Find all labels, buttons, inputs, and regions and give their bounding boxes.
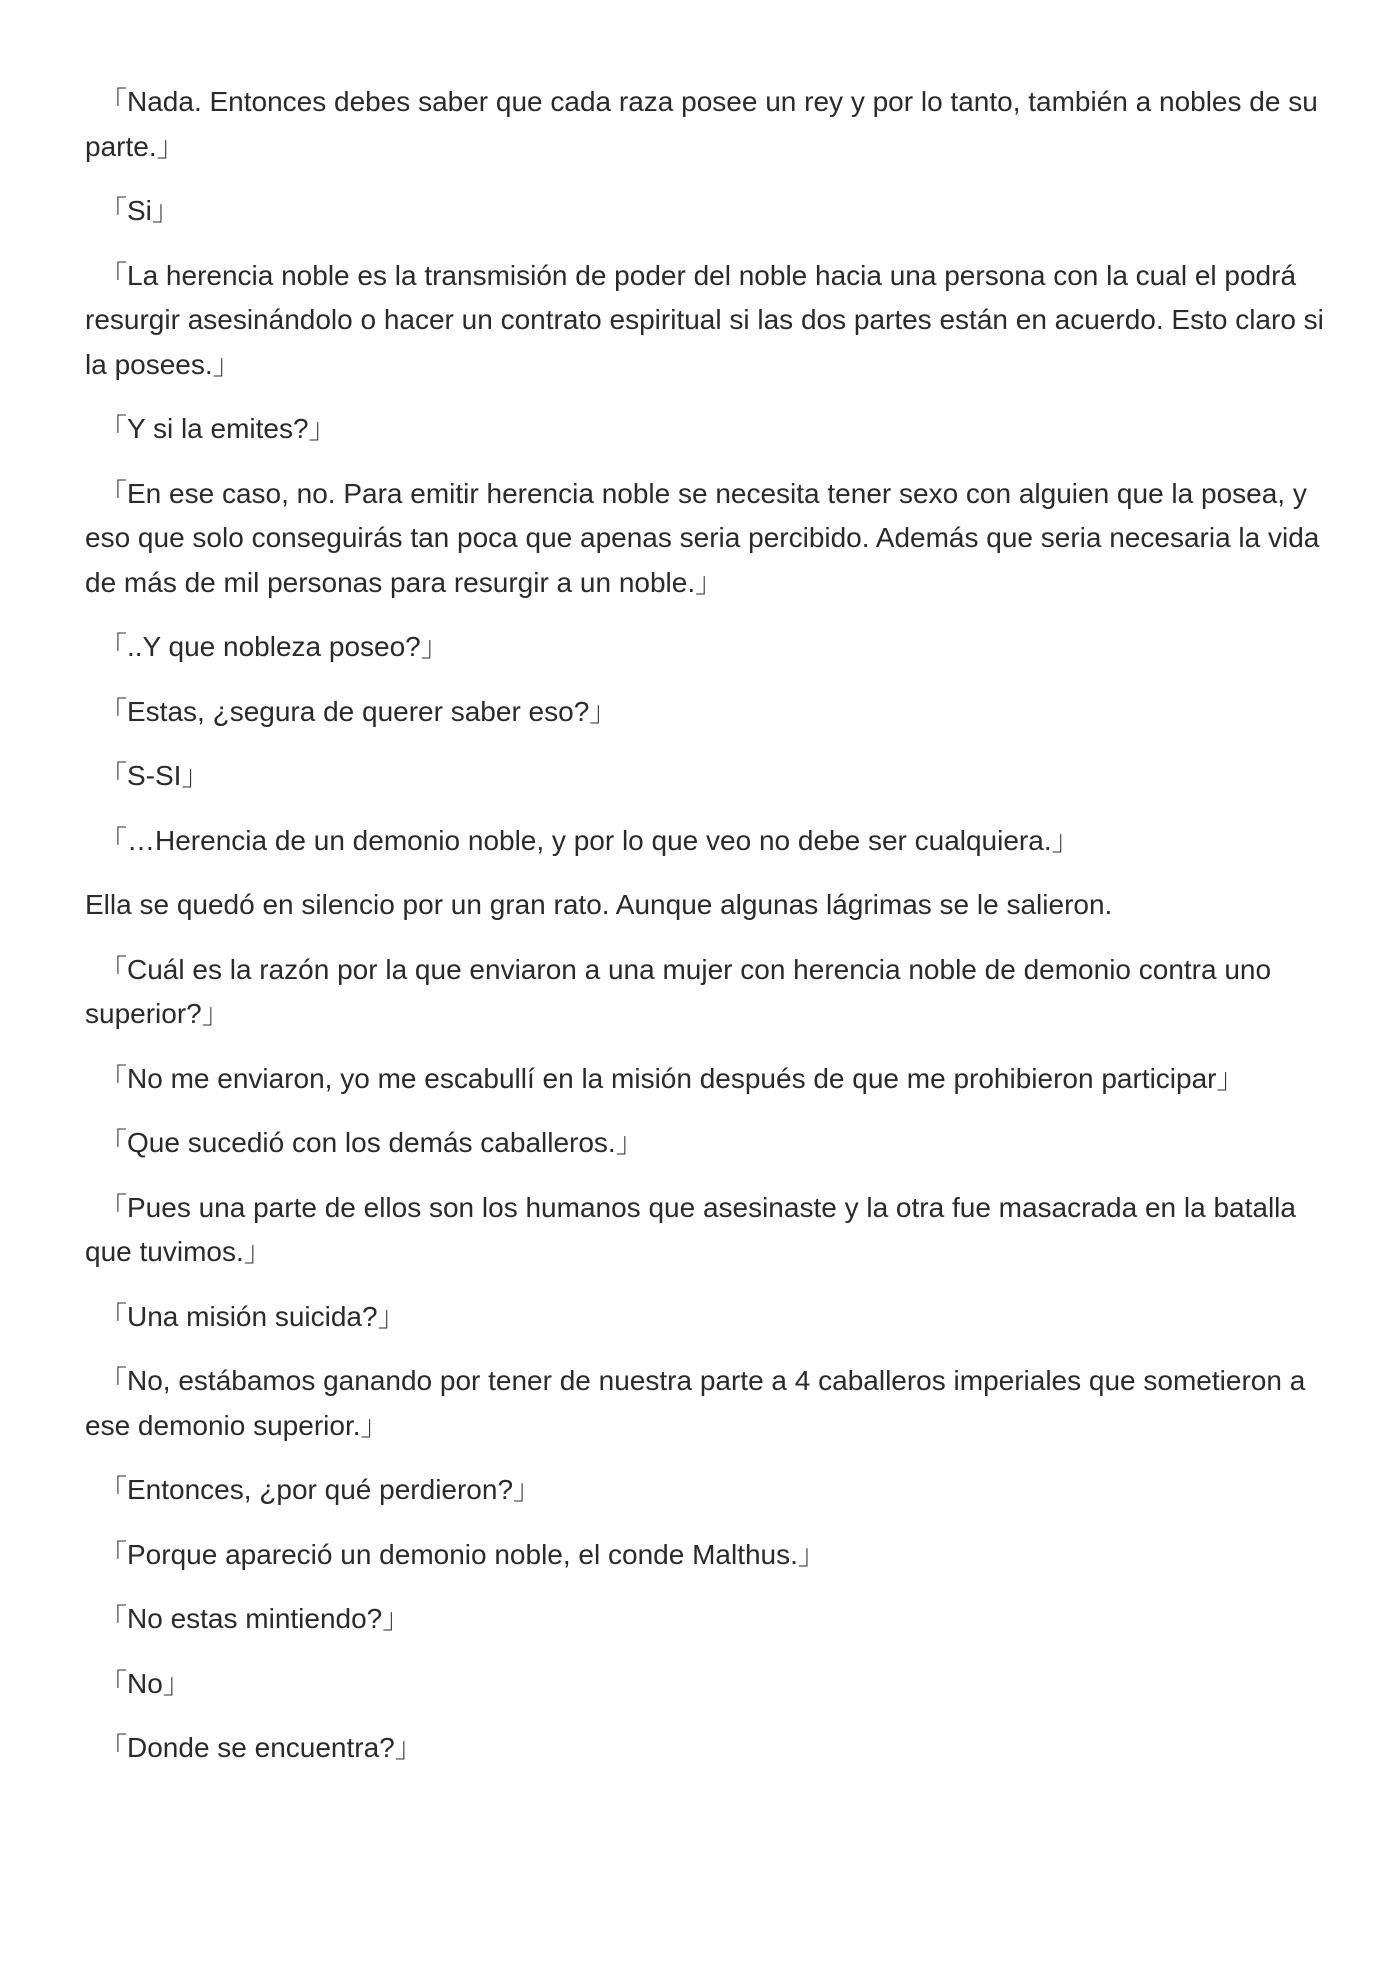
dialogue-line: 「La herencia noble es la transmisión de poder del noble hacia una persona con la cual el podrá resurgir asesinándolo o hacer un contrato espiritual si las dos partes están en acuerdo. Esto claro si la posees.」 [85,259,1324,380]
dialogue-line: 「Pues una parte de ellos son los humanos que asesinaste y la otra fue masacrada en la batalla que tuvimos.」 [85,1191,1296,1267]
dialogue-line: 「Y si la emites?」 [99,413,337,444]
dialogue-line: 「No, estábamos ganando por tener de nuestra parte a 4 caballeros imperiales que sometieron a ese demonio superior.」 [85,1365,1306,1441]
dialogue-line: 「En ese caso, no. Para emitir herencia noble se necesita tener sexo con alguien que la posea, y eso que solo conseguirás tan poca que apenas seria percibido. Además que seria necesaria la vida de más de mil personas para resurgir a un noble.」 [85,477,1320,598]
dialogue-line: 「S-SI」 [99,760,210,791]
dialogue-line: 「Que sucedió con los demás caballeros.」 [99,1127,644,1158]
dialogue-line: 「No estas mintiendo?」 [99,1603,411,1634]
dialogue-line: 「Entonces, ¿por qué perdieron?」 [99,1474,542,1505]
narration-paragraph: Ella se quedó en silencio por un gran rato. Aunque algunas lágrimas se le salieron. [85,889,1113,920]
dialogue-line: 「Si」 [99,195,180,226]
dialogue-line: 「No」 [99,1667,191,1699]
dialogue-line: 「Nada. Entonces debes saber que cada raza posee un rey y por lo tanto, también a nobles de su parte.」 [85,86,1318,162]
dialogue-line: 「Donde se encuentra?」 [99,1732,423,1763]
dialogue-line: 「Cuál es la razón por la que enviaron a una mujer con herencia noble de demonio contra uno superior?」 [85,953,1272,1029]
dialogue-line: 「Porque apareció un demonio noble, el conde Malthus.」 [99,1538,826,1570]
document-body [85,80,1325,1791]
dialogue-line: 「Estas, ¿segura de querer saber eso?」 [99,695,618,727]
dialogue-line: 「..Y que nobleza poseo?」 [99,631,449,662]
dialogue-line: 「Una misión suicida?」 [99,1300,406,1332]
dialogue-line: 「…Herencia de un demonio noble, y por lo que veo no debe ser cualquiera.」 [99,824,1080,856]
dialogue-line: 「No me enviaron, yo me escabullí en la misión después de que me prohibieron participar」 [99,1062,1245,1094]
